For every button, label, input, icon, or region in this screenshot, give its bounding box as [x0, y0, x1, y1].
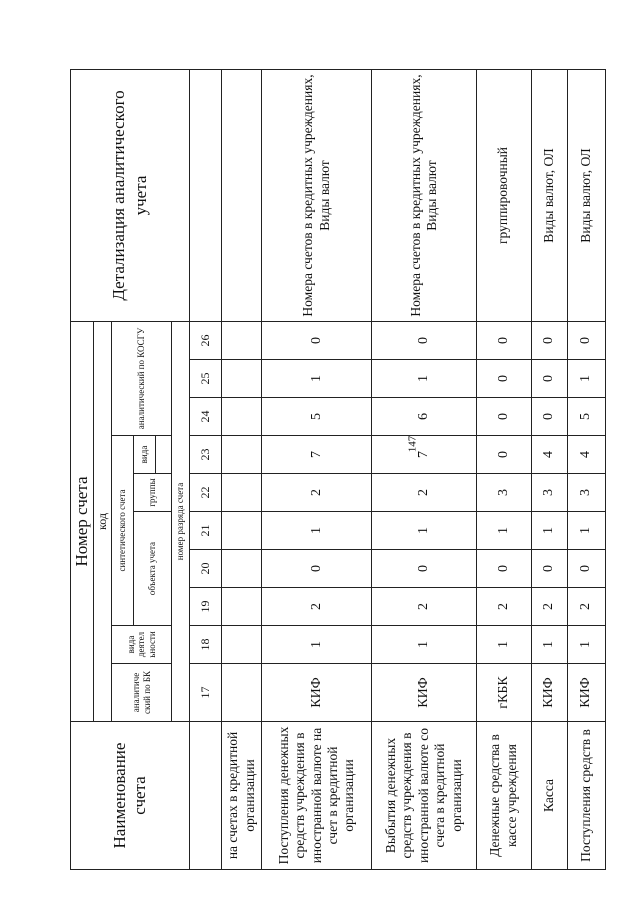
object-header: объекта учета [134, 512, 172, 626]
rotated-table-container [70, 70, 606, 870]
cell-18 [222, 626, 262, 664]
digit-24: 24 [190, 398, 222, 436]
digit-18: 18 [190, 626, 222, 664]
cell-18: 1 [476, 626, 531, 664]
cell-22: 3 [567, 474, 605, 512]
row-detail: Номера счетов в кредитных учреждениях, Виды валют [262, 70, 372, 322]
cell-22: 3 [531, 474, 567, 512]
cell-18: 1 [262, 626, 372, 664]
row-detail: группировочный [476, 70, 531, 322]
cell-17: КИФ [531, 664, 567, 722]
cell-23: 7 [372, 436, 476, 474]
cell-17: КИФ [567, 664, 605, 722]
cell-19: 2 [531, 588, 567, 626]
row-name: Поступления средств в [567, 722, 605, 870]
row-detail [222, 70, 262, 322]
row-detail: Виды валют, ОЛ [567, 70, 605, 322]
cell-25: 1 [372, 360, 476, 398]
row-name: Касса [531, 722, 567, 870]
row-detail: Номера счетов в кредитных учреждениях, Виды валют [372, 70, 476, 322]
row-detail: Виды валют, ОЛ [531, 70, 567, 322]
cell-24: 0 [531, 398, 567, 436]
detail-header: Детализация аналитического учета [71, 70, 190, 322]
digit-19: 19 [190, 588, 222, 626]
table-row [222, 70, 262, 870]
account-name-header: Наименование счета [71, 722, 190, 870]
cell-24: 5 [567, 398, 605, 436]
cell-26: 0 [372, 322, 476, 360]
cell-21: 1 [476, 512, 531, 550]
cell-19: 2 [372, 588, 476, 626]
table-row [372, 70, 476, 870]
cell-17 [222, 664, 262, 722]
cell-24: 5 [262, 398, 372, 436]
kind-header: вида [134, 436, 156, 474]
table-row [476, 70, 531, 870]
digits-row-detail-spacer [190, 70, 222, 322]
cell-26: 0 [531, 322, 567, 360]
cell-20: 0 [531, 550, 567, 588]
cell-20 [222, 550, 262, 588]
cell-26: 0 [476, 322, 531, 360]
digit-26: 26 [190, 322, 222, 360]
digit-23: 23 [190, 436, 222, 474]
group-header: группы [134, 474, 172, 512]
cell-23: 0 [476, 436, 531, 474]
cell-17: гКБК [476, 664, 531, 722]
cell-22: 3 [476, 474, 531, 512]
cell-21: 1 [567, 512, 605, 550]
cell-22 [222, 474, 262, 512]
code-header: код [94, 322, 112, 722]
row-name: на счетах в кредитной организации [222, 722, 262, 870]
cell-19 [222, 588, 262, 626]
cell-21: 1 [262, 512, 372, 550]
cell-21: 1 [372, 512, 476, 550]
cell-25: 1 [567, 360, 605, 398]
digit-number-header: номер разряда счета [172, 322, 190, 722]
table-row [531, 70, 567, 870]
cell-18: 1 [531, 626, 567, 664]
cell-18: 1 [567, 626, 605, 664]
digit-21: 21 [190, 512, 222, 550]
kind-header-spacer [156, 436, 172, 474]
digit-17: 17 [190, 664, 222, 722]
cell-21: 1 [531, 512, 567, 550]
analytical-kosgu-header: аналитический по КОСГУ [112, 322, 172, 436]
cell-25 [222, 360, 262, 398]
table-row [567, 70, 605, 870]
cell-25: 0 [531, 360, 567, 398]
cell-19: 2 [476, 588, 531, 626]
page-number: 147 [406, 435, 419, 453]
cell-17: КИФ [372, 664, 476, 722]
cell-21 [222, 512, 262, 550]
row-name: Выбытия денежных средств учреждения в иностранной валюте со счета в кредитной организации [372, 722, 476, 870]
cell-22: 2 [372, 474, 476, 512]
cell-24 [222, 398, 262, 436]
row-name: Денежные средства в кассе учреждения [476, 722, 531, 870]
cell-23: 7 [262, 436, 372, 474]
accounts-table [70, 69, 606, 870]
synthetic-account-header: синтетического счета [112, 436, 134, 626]
digit-22: 22 [190, 474, 222, 512]
cell-24: 6 [372, 398, 476, 436]
activity-type-header: вида деятел ьности [112, 626, 172, 664]
digits-row-name-spacer [190, 722, 222, 870]
cell-23 [222, 436, 262, 474]
cell-20: 0 [567, 550, 605, 588]
cell-20: 0 [262, 550, 372, 588]
table-row [262, 70, 372, 870]
cell-18: 1 [372, 626, 476, 664]
cell-19: 2 [567, 588, 605, 626]
cell-20: 0 [372, 550, 476, 588]
cell-23: 4 [531, 436, 567, 474]
cell-25: 1 [262, 360, 372, 398]
cell-22: 2 [262, 474, 372, 512]
analytical-bk-header: аналитиче ский по БК [112, 664, 172, 722]
cell-26: 0 [567, 322, 605, 360]
cell-24: 0 [476, 398, 531, 436]
cell-17: КИФ [262, 664, 372, 722]
digit-25: 25 [190, 360, 222, 398]
digit-20: 20 [190, 550, 222, 588]
cell-20: 0 [476, 550, 531, 588]
cell-25: 0 [476, 360, 531, 398]
cell-23: 4 [567, 436, 605, 474]
cell-26: 0 [262, 322, 372, 360]
cell-26 [222, 322, 262, 360]
row-name: Поступления денежных средств учреждения в иностранной валюте на счет в кредитной организации [262, 722, 372, 870]
account-number-header: Номер счета [71, 322, 94, 722]
cell-19: 2 [262, 588, 372, 626]
